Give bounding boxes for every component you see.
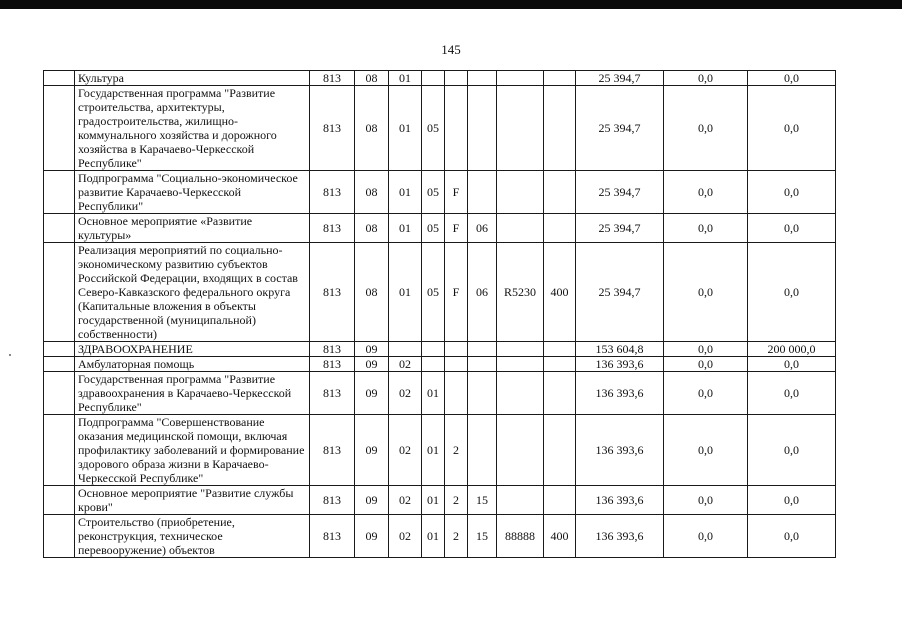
gr-code: 813 bbox=[310, 86, 355, 171]
table-row bbox=[44, 243, 836, 342]
table-row bbox=[44, 486, 836, 515]
budget-table bbox=[43, 70, 836, 558]
direction-code bbox=[497, 372, 544, 415]
rz-code: 08 bbox=[355, 171, 389, 214]
program-code bbox=[422, 357, 445, 372]
expense-type bbox=[544, 171, 576, 214]
item-name: Подпрограмма "Социально-экономическое развитие Карачаево-Черкесской Республики" bbox=[75, 171, 310, 214]
item-name: Амбулаторная помощь bbox=[75, 357, 310, 372]
table-row bbox=[44, 342, 836, 357]
event-code bbox=[468, 357, 497, 372]
direction-code bbox=[497, 486, 544, 515]
blank-cell bbox=[44, 86, 75, 171]
amount-1: 136 393,6 bbox=[576, 372, 664, 415]
event-code bbox=[468, 171, 497, 214]
expense-type: 400 bbox=[544, 243, 576, 342]
direction-code bbox=[497, 357, 544, 372]
expense-type bbox=[544, 71, 576, 86]
item-name: Подпрограмма "Совершенствование оказания медицинской помощи, включая профилактику заболеваний и формирование здорового образа жизни в Карачаево-Черкесской Республике" bbox=[75, 415, 310, 486]
gr-code: 813 bbox=[310, 372, 355, 415]
program-code: 05 bbox=[422, 86, 445, 171]
amount-3: 200 000,0 bbox=[748, 342, 836, 357]
amount-1: 136 393,6 bbox=[576, 357, 664, 372]
program-code: 01 bbox=[422, 372, 445, 415]
subprogram-code bbox=[445, 357, 468, 372]
event-code bbox=[468, 372, 497, 415]
pr-code: 02 bbox=[389, 357, 422, 372]
scan-top-border bbox=[0, 0, 902, 9]
table-row bbox=[44, 515, 836, 558]
subprogram-code bbox=[445, 86, 468, 171]
amount-2: 0,0 bbox=[664, 342, 748, 357]
pr-code: 01 bbox=[389, 171, 422, 214]
item-name: Культура bbox=[75, 71, 310, 86]
amount-3: 0,0 bbox=[748, 372, 836, 415]
gr-code: 813 bbox=[310, 171, 355, 214]
expense-type bbox=[544, 342, 576, 357]
subprogram-code bbox=[445, 342, 468, 357]
direction-code: R5230 bbox=[497, 243, 544, 342]
blank-cell bbox=[44, 486, 75, 515]
table-row bbox=[44, 214, 836, 243]
gr-code: 813 bbox=[310, 515, 355, 558]
amount-1: 25 394,7 bbox=[576, 71, 664, 86]
amount-3: 0,0 bbox=[748, 357, 836, 372]
blank-cell bbox=[44, 357, 75, 372]
program-code: 05 bbox=[422, 171, 445, 214]
program-code bbox=[422, 71, 445, 86]
amount-3: 0,0 bbox=[748, 515, 836, 558]
amount-3: 0,0 bbox=[748, 71, 836, 86]
event-code: 06 bbox=[468, 214, 497, 243]
amount-3: 0,0 bbox=[748, 243, 836, 342]
subprogram-code: F bbox=[445, 214, 468, 243]
rz-code: 09 bbox=[355, 515, 389, 558]
direction-code: 88888 bbox=[497, 515, 544, 558]
gr-code: 813 bbox=[310, 243, 355, 342]
rz-code: 09 bbox=[355, 357, 389, 372]
table-row bbox=[44, 372, 836, 415]
rz-code: 08 bbox=[355, 71, 389, 86]
subprogram-code: 2 bbox=[445, 486, 468, 515]
pr-code: 01 bbox=[389, 243, 422, 342]
amount-2: 0,0 bbox=[664, 415, 748, 486]
amount-2: 0,0 bbox=[664, 372, 748, 415]
rz-code: 09 bbox=[355, 486, 389, 515]
rz-code: 08 bbox=[355, 243, 389, 342]
direction-code bbox=[497, 171, 544, 214]
amount-3: 0,0 bbox=[748, 214, 836, 243]
rz-code: 09 bbox=[355, 415, 389, 486]
amount-3: 0,0 bbox=[748, 86, 836, 171]
blank-cell bbox=[44, 214, 75, 243]
amount-2: 0,0 bbox=[664, 515, 748, 558]
pr-code: 02 bbox=[389, 515, 422, 558]
event-code bbox=[468, 86, 497, 171]
program-code: 01 bbox=[422, 486, 445, 515]
rz-code: 09 bbox=[355, 342, 389, 357]
pr-code: 01 bbox=[389, 86, 422, 171]
blank-cell bbox=[44, 71, 75, 86]
expense-type bbox=[544, 214, 576, 243]
pr-code: 02 bbox=[389, 372, 422, 415]
amount-3: 0,0 bbox=[748, 486, 836, 515]
subprogram-code: 2 bbox=[445, 515, 468, 558]
item-name: Строительство (приобретение, реконструкция, техническое перевооружение) объектов bbox=[75, 515, 310, 558]
table-row bbox=[44, 415, 836, 486]
subprogram-code: F bbox=[445, 171, 468, 214]
table-row bbox=[44, 357, 836, 372]
table-row bbox=[44, 71, 836, 86]
amount-2: 0,0 bbox=[664, 214, 748, 243]
item-name: Государственная программа "Развитие здравоохранения в Карачаево-Черкесской Республике" bbox=[75, 372, 310, 415]
table-row bbox=[44, 86, 836, 171]
direction-code bbox=[497, 86, 544, 171]
program-code: 01 bbox=[422, 415, 445, 486]
expense-type bbox=[544, 372, 576, 415]
expense-type bbox=[544, 415, 576, 486]
blank-cell bbox=[44, 515, 75, 558]
amount-2: 0,0 bbox=[664, 71, 748, 86]
amount-1: 25 394,7 bbox=[576, 171, 664, 214]
rz-code: 09 bbox=[355, 372, 389, 415]
blank-cell bbox=[44, 342, 75, 357]
event-code bbox=[468, 415, 497, 486]
event-code bbox=[468, 342, 497, 357]
direction-code bbox=[497, 71, 544, 86]
amount-2: 0,0 bbox=[664, 243, 748, 342]
program-code: 05 bbox=[422, 214, 445, 243]
gr-code: 813 bbox=[310, 214, 355, 243]
amount-1: 136 393,6 bbox=[576, 486, 664, 515]
rz-code: 08 bbox=[355, 214, 389, 243]
subprogram-code bbox=[445, 71, 468, 86]
gr-code: 813 bbox=[310, 71, 355, 86]
amount-1: 25 394,7 bbox=[576, 243, 664, 342]
gr-code: 813 bbox=[310, 342, 355, 357]
event-code: 06 bbox=[468, 243, 497, 342]
blank-cell bbox=[44, 243, 75, 342]
expense-type bbox=[544, 357, 576, 372]
item-name: Основное мероприятие "Развитие службы крови" bbox=[75, 486, 310, 515]
pr-code: 02 bbox=[389, 415, 422, 486]
event-code: 15 bbox=[468, 515, 497, 558]
pr-code: 02 bbox=[389, 486, 422, 515]
blank-cell bbox=[44, 372, 75, 415]
program-code: 05 bbox=[422, 243, 445, 342]
scan-speck bbox=[9, 354, 11, 356]
rz-code: 08 bbox=[355, 86, 389, 171]
item-name: Основное мероприятие «Развитие культуры» bbox=[75, 214, 310, 243]
pr-code bbox=[389, 342, 422, 357]
gr-code: 813 bbox=[310, 486, 355, 515]
item-name: Реализация мероприятий по социально-экономическому развитию субъектов Российской Федерации, входящих в состав Северо-Кавказского федерального округа (Капитальные вложения в объекты государственной (муниципальной) собственности) bbox=[75, 243, 310, 342]
pr-code: 01 bbox=[389, 214, 422, 243]
amount-3: 0,0 bbox=[748, 171, 836, 214]
amount-3: 0,0 bbox=[748, 415, 836, 486]
subprogram-code: 2 bbox=[445, 415, 468, 486]
subprogram-code bbox=[445, 372, 468, 415]
amount-2: 0,0 bbox=[664, 86, 748, 171]
direction-code bbox=[497, 415, 544, 486]
table-row bbox=[44, 171, 836, 214]
expense-type: 400 bbox=[544, 515, 576, 558]
item-name: Государственная программа "Развитие строительства, архитектуры, градостроительства, жилищно-коммунального хозяйства и дорожного хозяйства в Карачаево-Черкесской Республике" bbox=[75, 86, 310, 171]
expense-type bbox=[544, 86, 576, 171]
expense-type bbox=[544, 486, 576, 515]
amount-1: 25 394,7 bbox=[576, 86, 664, 171]
amount-2: 0,0 bbox=[664, 357, 748, 372]
amount-2: 0,0 bbox=[664, 171, 748, 214]
subprogram-code: F bbox=[445, 243, 468, 342]
amount-2: 0,0 bbox=[664, 486, 748, 515]
gr-code: 813 bbox=[310, 357, 355, 372]
direction-code bbox=[497, 214, 544, 243]
program-code bbox=[422, 342, 445, 357]
blank-cell bbox=[44, 171, 75, 214]
item-name: ЗДРАВООХРАНЕНИЕ bbox=[75, 342, 310, 357]
event-code: 15 bbox=[468, 486, 497, 515]
amount-1: 153 604,8 bbox=[576, 342, 664, 357]
gr-code: 813 bbox=[310, 415, 355, 486]
amount-1: 136 393,6 bbox=[576, 515, 664, 558]
blank-cell bbox=[44, 415, 75, 486]
amount-1: 25 394,7 bbox=[576, 214, 664, 243]
program-code: 01 bbox=[422, 515, 445, 558]
pr-code: 01 bbox=[389, 71, 422, 86]
direction-code bbox=[497, 342, 544, 357]
page-number: 145 bbox=[441, 42, 461, 57]
event-code bbox=[468, 71, 497, 86]
amount-1: 136 393,6 bbox=[576, 415, 664, 486]
